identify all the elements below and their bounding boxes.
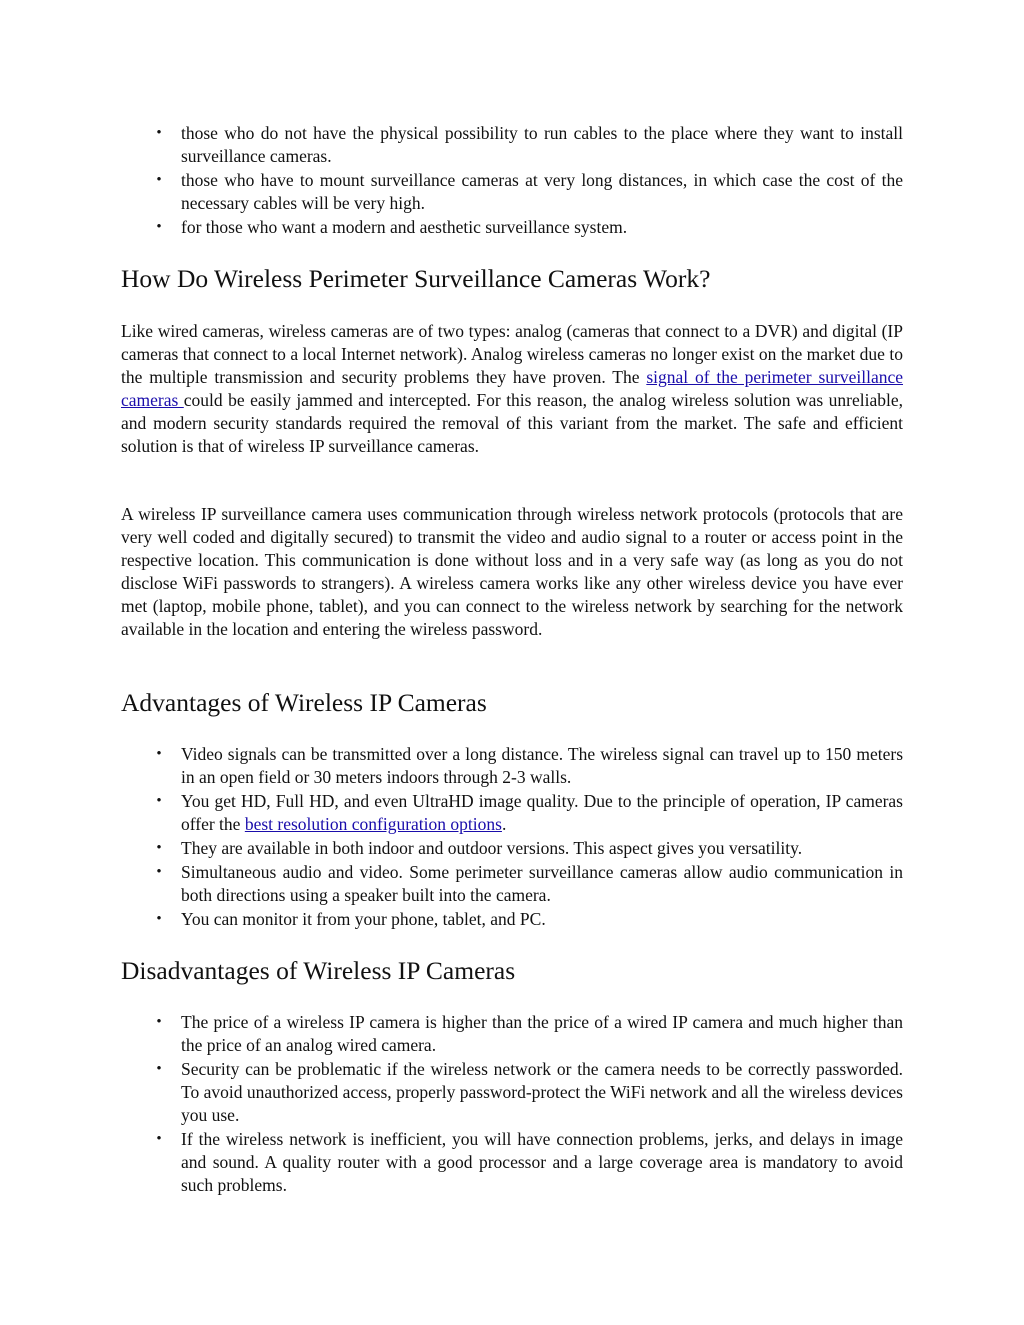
list-item-text: those who do not have the physical possibility to run cables to the place where they want to install surveillance cameras.	[181, 123, 903, 166]
list-item-text: If the wireless network is inefficient, you will have connection problems, jerks, and delays in image and sound. A quality router with a good processor and a large coverage area is mandatory to avoid such problems.	[181, 1129, 903, 1195]
bullet-icon: •	[156, 1061, 162, 1077]
disadvantages-bullet-list	[121, 1011, 903, 1198]
list-item-text: for those who want a modern and aesthetic surveillance system.	[181, 217, 628, 237]
list-item-text: They are available in both indoor and outdoor versions. This aspect gives you versatility.	[181, 838, 803, 858]
list-item-text: You get HD, Full HD, and even UltraHD image quality. Due to the principle of operation, IP cameras offer the	[181, 791, 903, 834]
bullet-icon: •	[156, 840, 162, 856]
list-item	[121, 861, 903, 907]
advantages-bullet-list	[121, 743, 903, 932]
paragraph-ip-camera-communication: A wireless IP surveillance camera uses communication through wireless network protocols (protocols that are very well coded and digitally secured) to transmit the video and audio signal to a router or access point in the respective location. This communication is done without loss and in a very safe way (as long as you do not disclose WiFi passwords to strangers). A wireless camera works like any other wireless device you have ever met (laptop, mobile phone, tablet), and you can connect to the wireless network by searching for the network available in the location and entering the wireless password.	[121, 504, 903, 639]
section-heading-disadvantages: Disadvantages of Wireless IP Cameras	[121, 956, 516, 985]
resolution-options-link[interactable]: best resolution configuration options	[244, 814, 502, 834]
section-heading-advantages: Advantages of Wireless IP Cameras	[121, 688, 487, 717]
list-item	[121, 908, 903, 931]
list-item	[121, 216, 903, 239]
list-item	[121, 122, 903, 168]
bullet-icon: •	[156, 125, 162, 141]
paragraph-text: Like wired cameras, wireless cameras are of two types: analog (cameras that connect to a DVR) and digital (IP cameras that connect to a local Internet network). Analog wireless cameras no longer exist on the market due to the multiple transmission and security problems they have proven. The	[121, 321, 903, 387]
list-item-text: Simultaneous audio and video. Some perimeter surveillance cameras allow audio communication in both directions using a speaker built into the camera.	[181, 862, 903, 905]
list-item-text: those who have to mount surveillance cameras at very long distances, in which case the cost of the necessary cables will be very high.	[181, 170, 903, 213]
bullet-icon: •	[156, 793, 162, 809]
intro-bullet-list	[121, 122, 903, 240]
bullet-icon: •	[156, 864, 162, 880]
bullet-icon: •	[156, 219, 162, 235]
list-item	[121, 790, 903, 836]
list-item-text: Video signals can be transmitted over a long distance. The wireless signal can travel up to 150 meters in an open field or 30 meters indoors through 2-3 walls.	[181, 744, 903, 787]
list-item-text: Security can be problematic if the wireless network or the camera needs to be correctly passworded. To avoid unauthorized access, properly password-protect the WiFi network and all the wireless devices you use.	[181, 1059, 903, 1125]
list-item-text: .	[501, 814, 507, 834]
list-item	[121, 1011, 903, 1057]
section-heading-how-it-works: How Do Wireless Perimeter Surveillance Cameras Work?	[121, 264, 711, 293]
bullet-icon: •	[156, 1131, 162, 1147]
list-item-text: The price of a wireless IP camera is higher than the price of a wired IP camera and much higher than the price of an analog wired camera.	[181, 1012, 903, 1055]
bullet-icon: •	[156, 1014, 162, 1030]
list-item	[121, 169, 903, 215]
list-item-text: You can monitor it from your phone, tablet, and PC.	[181, 909, 546, 929]
bullet-icon: •	[156, 746, 162, 762]
paragraph-text: could be easily jammed and intercepted. For this reason, the analog wireless solution was unreliable, and modern security standards required the removal of this variant from the market. The safe and efficient solution is that of wireless IP surveillance cameras.	[121, 390, 903, 456]
list-item	[121, 837, 903, 860]
bullet-icon: •	[156, 911, 162, 927]
paragraph-camera-types	[121, 320, 903, 458]
list-item	[121, 1128, 903, 1197]
perimeter-cameras-link[interactable]: signal of the perimeter surveillance cameras	[121, 367, 903, 410]
bullet-icon: •	[156, 172, 162, 188]
list-item	[121, 743, 903, 789]
list-item	[121, 1058, 903, 1127]
